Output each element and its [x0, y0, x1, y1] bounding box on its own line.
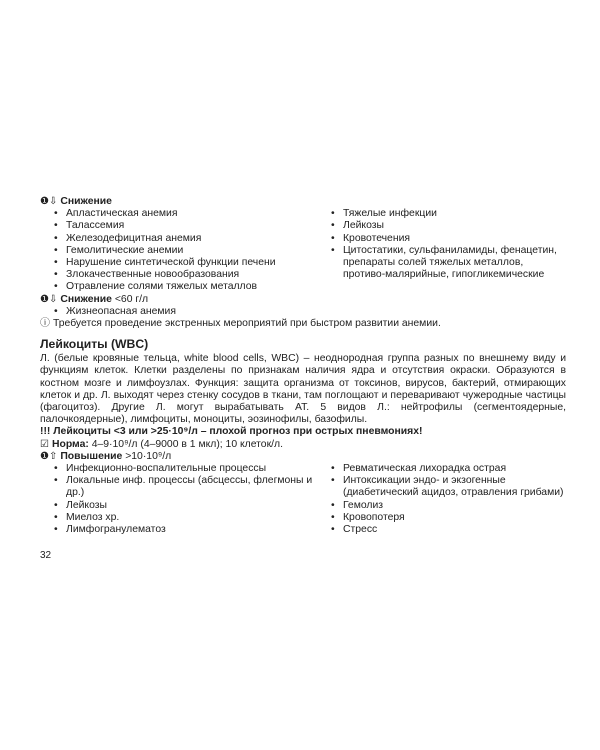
norm-line: [40, 439, 566, 451]
critical-decrease-value: <60 г/л: [114, 293, 149, 305]
section-paragraph: Л. (белые кровяные тельца, white blood cells, WBC) – неоднородная группа разных по внешнему виду и функциям клеток. Клетки разделены по признакам наличия ядра и отсутствия окраски. Образуются в костном мозге и лимфоузлах. Функция: защита организма от токсинов, вирусов, бактерий, отмирающих клеток и др. Л. выходят через стенку сосудов в ткани, там поглощают и переваривают чужеродные частицы (фагоцитоз). Другие Л. могут вырабатывать АТ. 5 видов Л.: нейтрофилы (сегментоядерные, палочкоядерные), лимфоциты, моноциты, эозинофилы, базофилы.: [40, 353, 566, 426]
increase-causes-right: [317, 463, 566, 536]
list-item: • Лимфогранулематоз: [54, 524, 317, 536]
list-item: • Ревматическая лихорадка острая: [331, 463, 566, 475]
list-item: • Злокачественные новообразования: [54, 269, 317, 281]
norm-value: 4–9·10⁹/л (4–9000 в 1 мкл); 10 клеток/л.: [91, 438, 283, 450]
list-item: • Интоксикации эндо- и экзогенные (диабетический ацидоз, отравления грибами): [331, 475, 566, 499]
decrease-causes-right: [317, 208, 566, 281]
list-item: • Нарушение синтетической функции печени: [54, 257, 317, 269]
list-item: • Тяжелые инфекции: [331, 208, 566, 220]
list-item: • Апластическая анемия: [54, 208, 317, 220]
decrease-arrow-icon: ❶⇩: [40, 293, 58, 305]
info-icon: ⓘ: [40, 318, 50, 330]
decrease-label: Снижение: [60, 196, 112, 207]
list-item: • Цитостатики, сульфаниламиды, фенацетин, препараты солей тяжелых металлов, противо-малярийные, гипогликемические: [331, 245, 566, 282]
list-item: • Лейкозы: [54, 500, 317, 512]
list-item: • Железодефицитная анемия: [54, 233, 317, 245]
increase-arrow-icon: ❶⇧: [40, 450, 58, 462]
list-item: • Жизнеопасная анемия: [54, 306, 566, 318]
list-item: • Гемолиз: [331, 500, 566, 512]
decrease-causes: [40, 208, 566, 293]
page-content: [40, 196, 566, 536]
increase-causes: [40, 463, 566, 536]
increase-label: Повышение: [60, 450, 123, 462]
list-item: • Миелоз хр.: [54, 512, 317, 524]
list-item: • Кровопотеря: [331, 512, 566, 524]
list-item: • Инфекционно-воспалительные процессы: [54, 463, 317, 475]
note: [40, 318, 566, 330]
section-title: Лейкоциты (WBC): [40, 337, 149, 352]
list-item: • Локальные инф. процессы (абсцессы, флегмоны и др.): [54, 475, 317, 499]
checkbox-icon: ☑: [40, 438, 49, 450]
list-item: • Кровотечения: [331, 233, 566, 245]
decrease-heading: [40, 196, 566, 208]
critical-decrease-heading: [40, 294, 566, 306]
increase-value: >10·10⁹/л: [125, 450, 172, 462]
critical-decrease-list: [40, 306, 566, 318]
decrease-causes-left: [40, 208, 317, 293]
list-item: • Талассемия: [54, 220, 317, 232]
decrease-arrow-icon: ❶⇩: [40, 196, 58, 207]
list-item: • Стресс: [331, 524, 566, 536]
list-item: • Лейкозы: [331, 220, 566, 232]
list-item: • Отравление солями тяжелых металлов: [54, 281, 317, 293]
list-item: • Гемолитические анемии: [54, 245, 317, 257]
increase-heading: [40, 451, 566, 463]
warning-line: !!! Лейкоциты <3 или >25·10⁹/л – плохой прогноз при острых пневмониях!: [40, 426, 423, 438]
norm-label: Норма:: [51, 438, 89, 450]
note-text: Требуется проведение экстренных мероприятий при быстром развитии анемии.: [53, 318, 441, 330]
page-number: 32: [40, 550, 52, 561]
critical-decrease-label: Снижение: [60, 293, 112, 305]
increase-causes-left: [40, 463, 317, 536]
